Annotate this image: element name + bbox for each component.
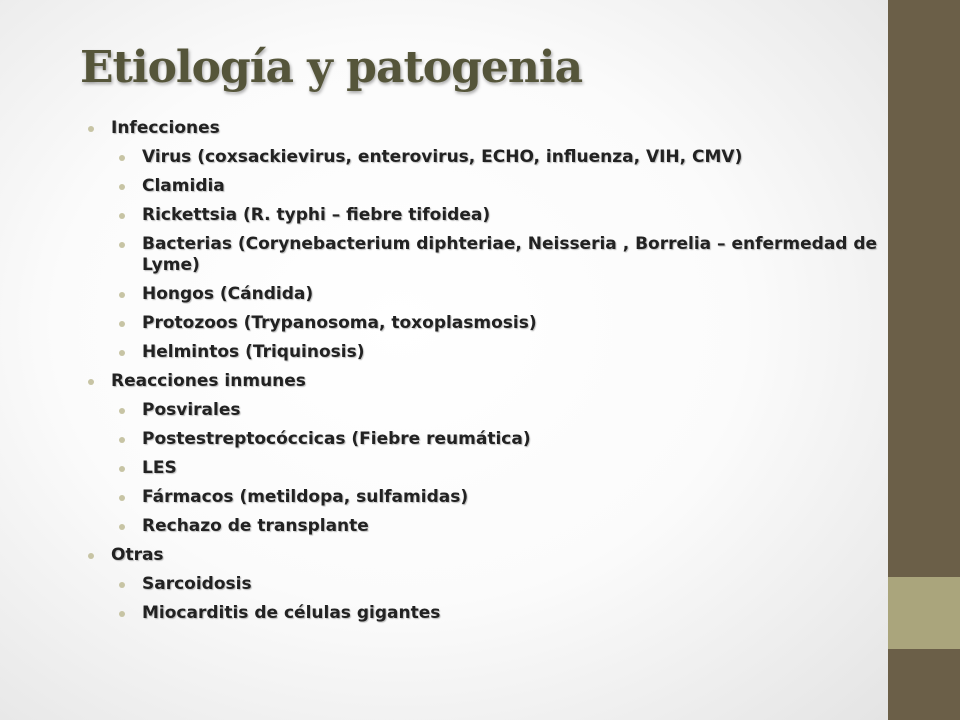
list-item-text: LES — [142, 458, 177, 478]
bullet-list — [86, 118, 886, 632]
section-infecciones — [86, 118, 886, 147]
list-item — [86, 176, 886, 205]
bullet-dot-icon — [88, 553, 94, 559]
section-reacciones-inmunes — [86, 371, 886, 400]
bullet-dot-icon — [119, 524, 125, 530]
bullet-dot-icon — [119, 213, 125, 219]
bullet-dot-icon — [119, 350, 125, 356]
list-item — [86, 342, 886, 371]
list-item-text: Hongos (Cándida) — [142, 284, 314, 304]
list-item — [86, 147, 886, 176]
bullet-dot-icon — [119, 292, 125, 298]
list-item-text: Miocarditis de células gigantes — [142, 603, 441, 623]
list-item — [86, 458, 886, 487]
section-otras — [86, 545, 886, 574]
bullet-dot-icon — [88, 126, 94, 132]
list-item — [86, 400, 886, 429]
bullet-dot-icon — [88, 379, 94, 385]
list-item — [86, 603, 886, 632]
list-item — [86, 313, 886, 342]
list-item-text: Sarcoidosis — [142, 574, 252, 594]
list-item-text: Virus (coxsackievirus, enterovirus, ECHO, influenza, VIH, CMV) — [142, 147, 743, 167]
list-item-text: Bacterias (Corynebacterium diphteriae, Neisseria , Borrelia – enfermedad de Lyme) — [142, 234, 878, 275]
bullet-dot-icon — [119, 155, 125, 161]
bullet-dot-icon — [119, 321, 125, 327]
bullet-dot-icon — [119, 184, 125, 190]
side-bar-dark-top — [888, 0, 960, 577]
list-item-text: Rickettsia (R. typhi – fiebre tifoidea) — [142, 205, 491, 225]
list-item-text: Postestreptocóccicas (Fiebre reumática) — [142, 429, 531, 449]
list-item-text: Rechazo de transplante — [142, 516, 369, 536]
list-item — [86, 429, 886, 458]
section-label: Otras — [111, 545, 164, 565]
list-item-text: Clamidia — [142, 176, 225, 196]
list-item-text: Fármacos (metildopa, sulfamidas) — [142, 487, 469, 507]
list-item-text: Protozoos (Trypanosoma, toxoplasmosis) — [142, 313, 537, 333]
bullet-dot-icon — [119, 437, 125, 443]
list-item — [86, 516, 886, 545]
list-item — [86, 487, 886, 516]
list-item — [86, 205, 886, 234]
list-item — [86, 284, 886, 313]
bullet-dot-icon — [119, 611, 125, 617]
slide-title: Etiología y patogenia — [80, 42, 583, 93]
bullet-dot-icon — [119, 495, 125, 501]
bullet-dot-icon — [119, 242, 125, 248]
section-label: Reacciones inmunes — [111, 371, 306, 391]
side-bar-light-block — [888, 577, 960, 649]
side-bar-dark-bottom — [888, 649, 960, 720]
list-item — [86, 234, 886, 284]
list-item-text: Posvirales — [142, 400, 241, 420]
list-item-text: Helmintos (Triquinosis) — [142, 342, 365, 362]
section-label: Infecciones — [111, 118, 220, 138]
bullet-dot-icon — [119, 466, 125, 472]
list-item — [86, 574, 886, 603]
bullet-dot-icon — [119, 582, 125, 588]
bullet-dot-icon — [119, 408, 125, 414]
